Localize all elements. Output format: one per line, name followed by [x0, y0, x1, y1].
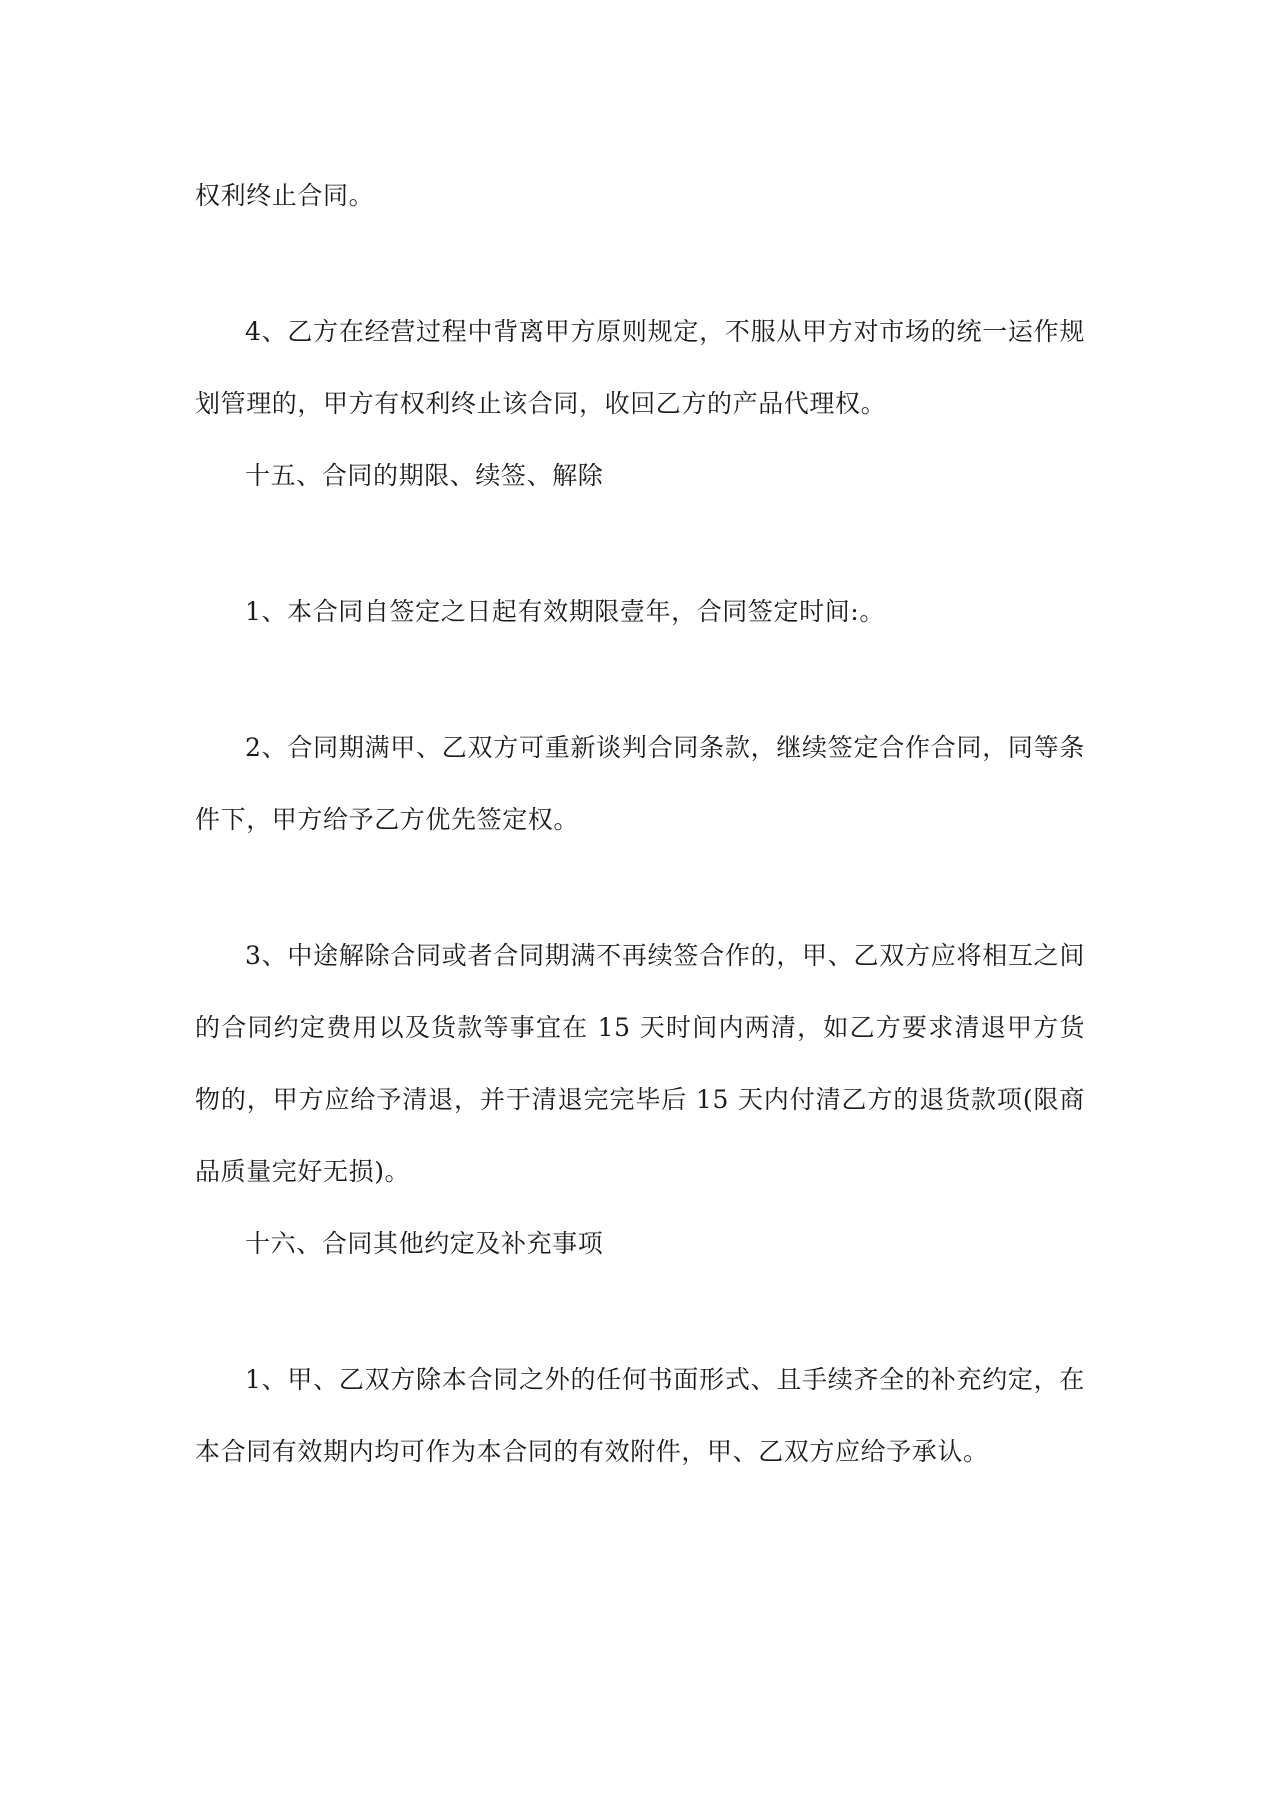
- clause-14-item-4: 4、乙方在经营过程中背离甲方原则规定，不服从甲方对市场的统一运作规划管理的，甲方有权利终止该合同，收回乙方的产品代理权。: [195, 317, 1085, 418]
- clause-15-item-1: 1、本合同自签定之日起有效期限壹年，合同签定时间:。: [245, 597, 885, 626]
- clause-15-item-2: 2、合同期满甲、乙双方可重新谈判合同条款，继续签定合作合同，同等条件下，甲方给予乙方优先签定权。: [195, 733, 1085, 834]
- clause-16-item-1: 1、甲、乙双方除本合同之外的任何书面形式、且手续齐全的补充约定，在本合同有效期内均可作为本合同的有效附件，甲、乙双方应给予承认。: [195, 1365, 1085, 1466]
- section-heading-16: 十六、合同其他约定及补充事项: [245, 1229, 604, 1258]
- paragraph-continuation: 权利终止合同。: [195, 181, 375, 210]
- section-heading-15: 十五、合同的期限、续签、解除: [245, 461, 604, 490]
- document-body: [195, 160, 1085, 1488]
- clause-15-item-3: 3、中途解除合同或者合同期满不再续签合作的，甲、乙双方应将相互之间的合同约定费用以及货款等事宜在 15 天时间内两清，如乙方要求清退甲方货物的，甲方应给予清退，并于清退完完毕后 15 天内付清乙方的退货款项(限商品质量完好无损)。: [195, 941, 1085, 1186]
